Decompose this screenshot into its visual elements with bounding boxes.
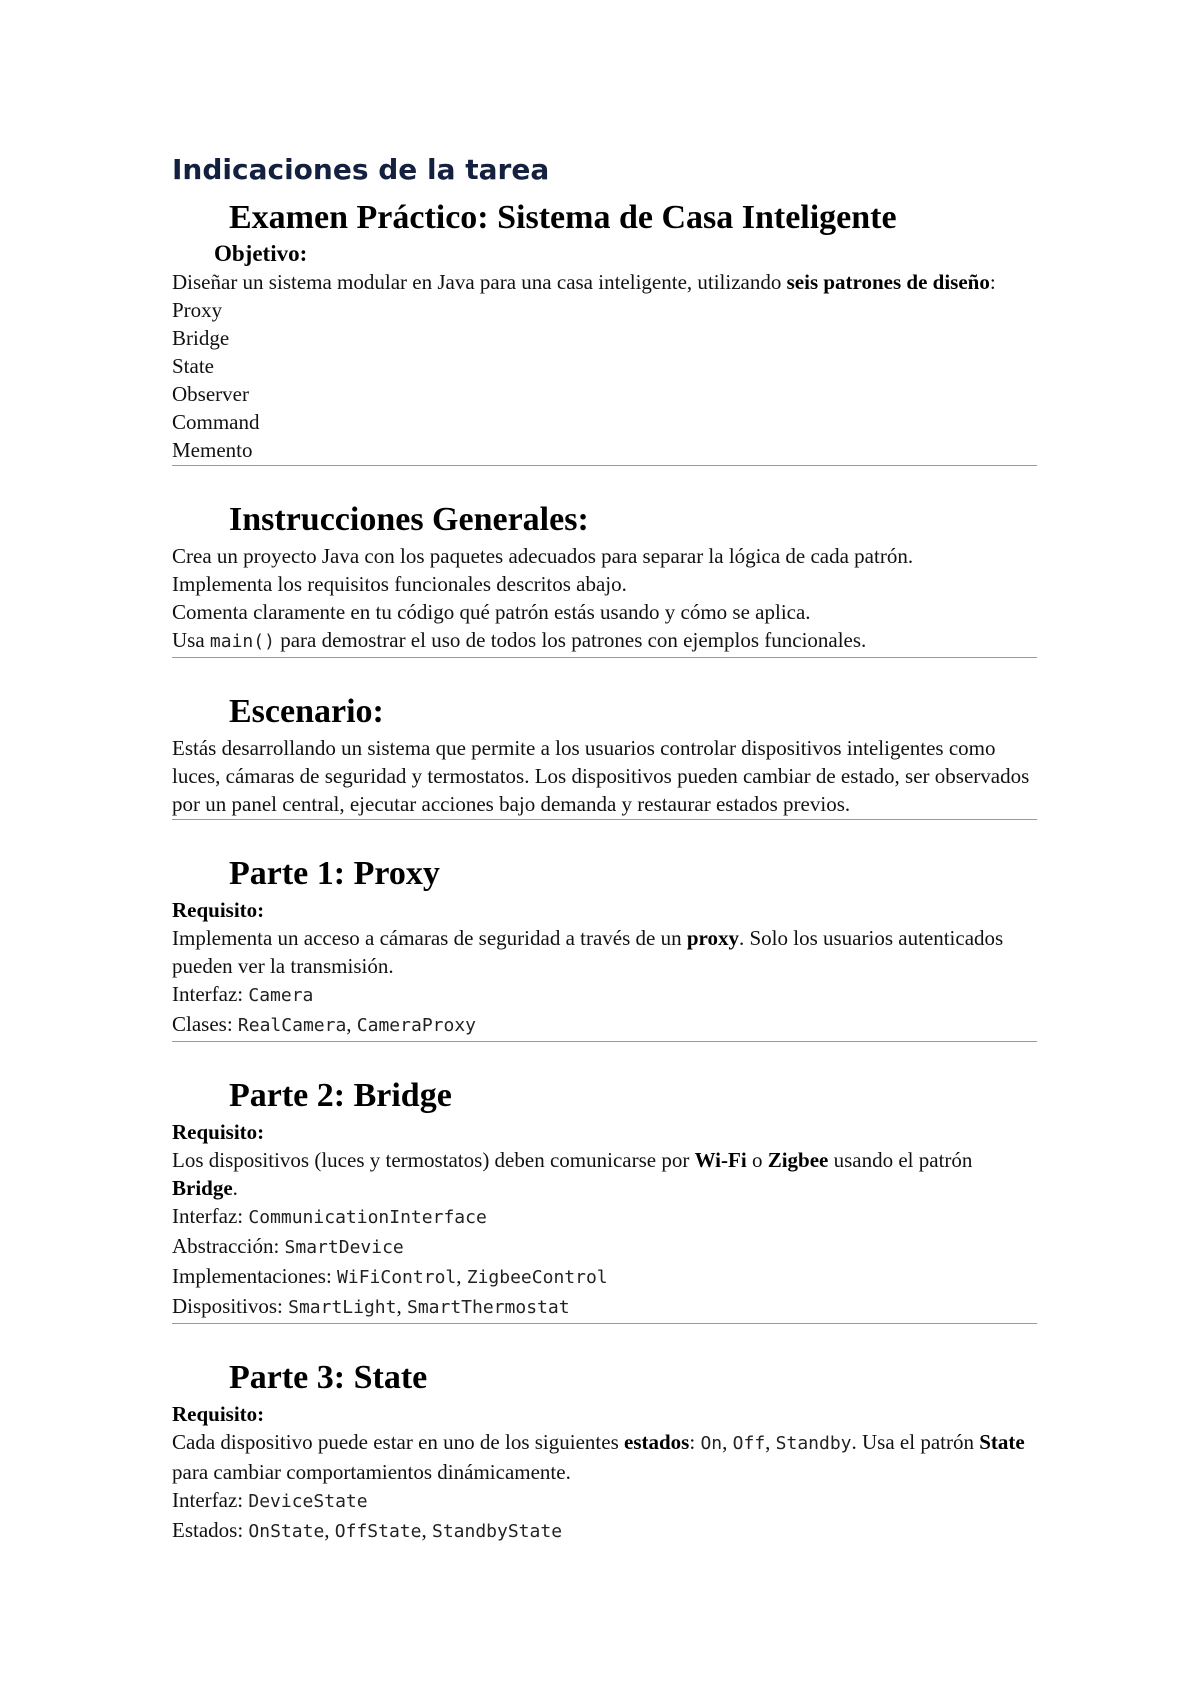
part2-title: Parte 2: Bridge [229,1077,452,1114]
part2-text: Los dispositivos (luces y termostatos) deben comunicarse por Wi-Fi o Zigbee usando el patrón Bridge. [172,1148,973,1200]
instruction-line: Usa main() para demostrar el uso de todos los patrones con ejemplos funcionales. [172,628,867,652]
objective-label: Objetivo: [214,241,308,266]
section-instructions [172,498,1037,656]
part3-req-label: Requisito: [172,1402,265,1426]
divider [172,465,1037,466]
divider [172,1041,1037,1042]
task-title: Indicaciones de la tarea [172,153,550,186]
part1-classes: Clases: RealCamera, CameraProxy [172,1012,477,1036]
part2-interface: Interfaz: CommunicationInterface [172,1204,487,1228]
section-scenario [172,690,1037,818]
part3-states: Estados: OnState, OffState, StandbyState [172,1518,563,1542]
document-page [172,150,1037,1546]
scenario-text: Estás desarrollando un sistema que permite a los usuarios controlar dispositivos inteligentes como luces, cámaras de seguridad y termostatos. Los dispositivos pueden cambiar de estado, ser observados por un panel central, ejecutar acciones bajo demanda y restaurar estados previos. [172,736,1030,816]
pattern-item: Memento [172,438,253,462]
part1-title: Parte 1: Proxy [229,855,440,892]
exam-title: Examen Práctico: Sistema de Casa Inteligente [229,199,897,236]
divider [172,819,1037,820]
part2-implementations: Implementaciones: WiFiControl, ZigbeeControl [172,1264,608,1288]
pattern-item: Command [172,410,260,434]
instruction-line: Comenta claramente en tu código qué patrón estás usando y cómo se aplica. [172,600,811,624]
part1-req-label: Requisito: [172,898,265,922]
instruction-line: Crea un proyecto Java con los paquetes adecuados para separar la lógica de cada patrón. [172,544,914,568]
objective-text: Diseñar un sistema modular en Java para una casa inteligente, utilizando seis patrones de diseño: [172,270,996,294]
part2-abstraction: Abstracción: SmartDevice [172,1234,404,1258]
part1-interface: Interfaz: Camera [172,982,314,1006]
scenario-title: Escenario: [229,693,384,730]
instruction-line: Implementa los requisitos funcionales descritos abajo. [172,572,627,596]
part3-interface: Interfaz: DeviceState [172,1488,368,1512]
instructions-title: Instrucciones Generales: [229,501,589,538]
section-part1 [172,852,1037,1040]
section-part2 [172,1074,1037,1322]
pattern-item: Proxy [172,298,223,322]
part3-text: Cada dispositivo puede estar en uno de los siguientes estados: On, Off, Standby. Usa el patrón State para cambiar comportamientos dinámicamente. [172,1430,1025,1484]
part2-devices: Dispositivos: SmartLight, SmartThermostat [172,1294,570,1318]
part2-req-label: Requisito: [172,1120,265,1144]
pattern-item: Observer [172,382,249,406]
divider [172,1323,1037,1324]
divider [172,657,1037,658]
part3-title: Parte 3: State [229,1359,428,1396]
section-part3 [172,1356,1037,1546]
patterns-list [172,296,1037,464]
pattern-item: State [172,354,214,378]
part1-text: Implementa un acceso a cámaras de seguridad a través de un proxy. Solo los usuarios autenticados pueden ver la transmisión. [172,926,1004,978]
pattern-item: Bridge [172,326,230,350]
